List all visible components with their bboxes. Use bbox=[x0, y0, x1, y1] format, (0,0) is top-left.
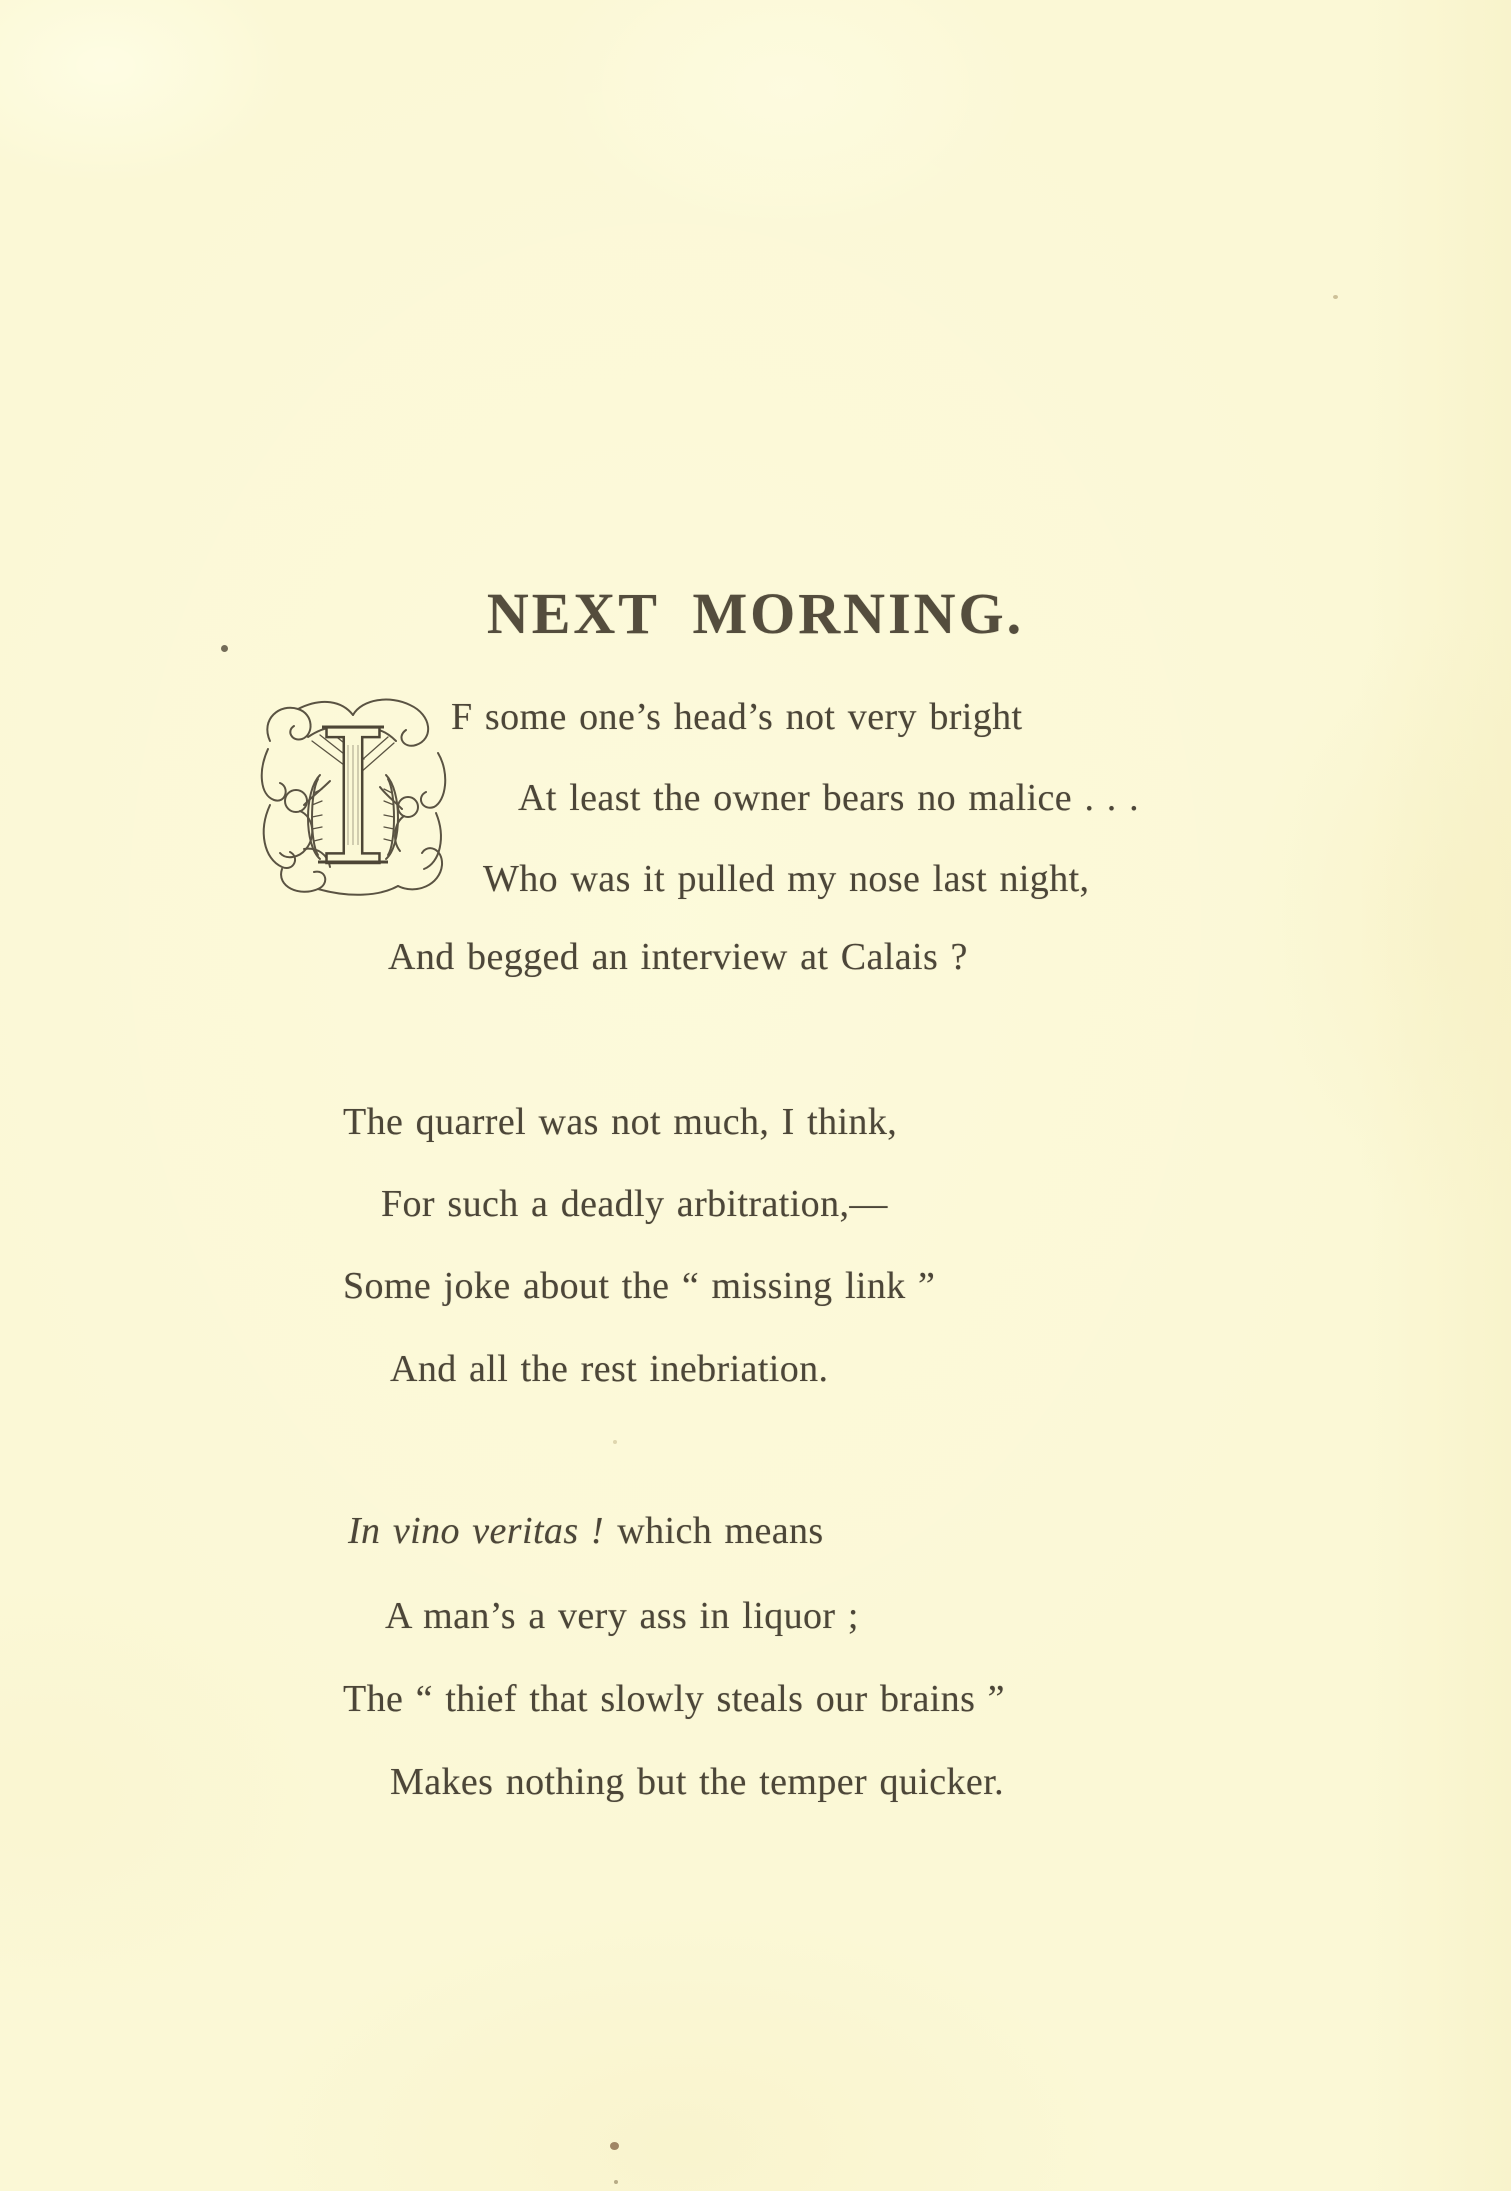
poem-line: Some joke about the “ missing link ” bbox=[343, 1265, 936, 1307]
poem-line: A man’s a very ass in liquor ; bbox=[385, 1595, 859, 1637]
paper-speck bbox=[221, 645, 228, 652]
poem-line: And begged an interview at Calais ? bbox=[388, 936, 968, 978]
poem-line: For such a deadly arbitration,— bbox=[381, 1183, 888, 1225]
paper-speck bbox=[614, 2180, 618, 2184]
poem-line: In vino veritas ! which means bbox=[348, 1510, 824, 1552]
poem-line: Who was it pulled my nose last night, bbox=[483, 858, 1090, 900]
drop-cap-ornament-graphic bbox=[256, 697, 450, 897]
page-title: NEXT MORNING. bbox=[486, 580, 1025, 646]
poem-line: At least the owner bears no malice . . . bbox=[518, 777, 1139, 819]
paper-speck bbox=[613, 1440, 617, 1444]
poem-line: The “ thief that slowly steals our brains ” bbox=[343, 1678, 1005, 1720]
drop-cap-letter: I bbox=[316, 697, 390, 897]
paper-speck bbox=[610, 2142, 619, 2150]
poem-line: The quarrel was not much, I think, bbox=[343, 1101, 898, 1143]
paper-speck bbox=[1333, 295, 1338, 299]
poem-line: F some one’s head’s not very bright bbox=[451, 696, 1023, 738]
poem-line: Makes nothing but the temper quicker. bbox=[390, 1761, 1005, 1803]
poem-line: And all the rest inebriation. bbox=[390, 1348, 829, 1390]
drop-cap-illustration bbox=[256, 697, 450, 897]
